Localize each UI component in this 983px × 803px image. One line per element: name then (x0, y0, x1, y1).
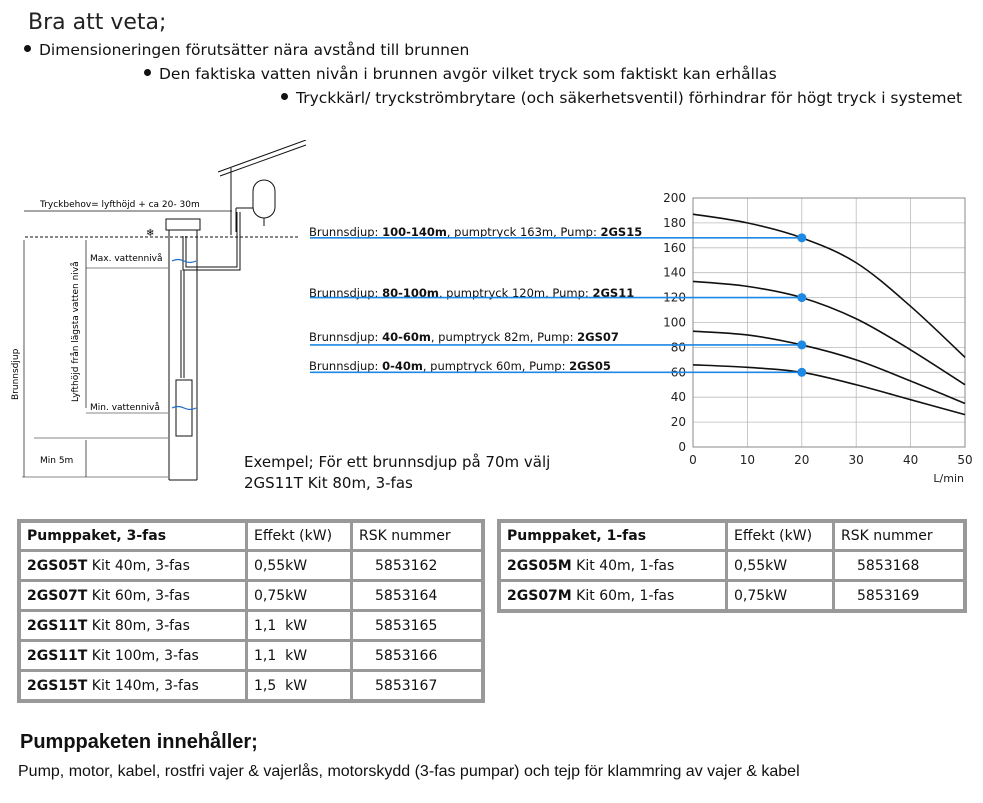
chart-label-2gs11: Brunnsdjup: 80-100m, pumptryck 120m, Pump: 2GS11 (309, 286, 635, 300)
operating-point-marker (797, 233, 806, 242)
chart-label-2gs15: Brunnsdjup: 100-140m, pumptryck 163m, Pump: 2GS15 (309, 225, 643, 239)
y-tick-label: 140 (663, 265, 686, 280)
max-water-wave-icon (172, 260, 196, 263)
header-effekt: Effekt (kW) (727, 521, 834, 551)
bullet-item: Dimensioneringen förutsätter nära avstånd till brunnen (24, 41, 469, 59)
table-header-row (499, 521, 965, 551)
table-row: 2GS05M Kit 40m, 1-fas 0,55kW 5853168 (499, 551, 965, 581)
chart-label-2gs05: Brunnsdjup: 0-40m, pumptryck 60m, Pump: 2GS05 (309, 359, 611, 373)
bullet-item: Den faktiska vatten nivån i brunnen avgör vilket tryck som faktiskt kan erhållas (144, 65, 777, 83)
min-level-label: Min. vattennivå (90, 403, 160, 413)
chart-label-2gs07: Brunnsdjup: 40-60m, pumptryck 82m, Pump: 2GS07 (309, 330, 619, 344)
example-line-1: Exempel; För ett brunnsdjup på 70m välj (244, 453, 551, 471)
table-row: 2GS15T Kit 140m, 3-fas 1,5 kW 5853167 (19, 671, 483, 702)
header-package: Pumppaket, 3-fas (27, 528, 167, 544)
lift-height-label: Lyfthöjd från lägsta vatten nivå (71, 261, 81, 402)
table-1fas (497, 519, 967, 613)
y-tick-label: 100 (663, 315, 686, 330)
header-package: Pumppaket, 1-fas (507, 528, 647, 544)
well-depth-label: Brunnsdjup (11, 348, 21, 400)
table-row: 2GS05T Kit 40m, 3-fas 0,55kW 5853162 (19, 551, 483, 581)
operating-point-marker (797, 340, 806, 349)
x-tick-label: 0 (689, 453, 697, 467)
contents-title: Pumppaketen innehåller; (20, 731, 258, 753)
bullet-item: Tryckkärl/ tryckströmbrytare (och säkerhetsventil) förhindrar för högt tryck i systemet (281, 89, 962, 107)
x-axis-label: L/min (933, 472, 964, 485)
tryckbehov-label: Tryckbehov= lyfthöjd + ca 20- 30m (40, 200, 200, 210)
header-rsk: RSK nummer (352, 521, 484, 551)
y-tick-label: 120 (663, 290, 686, 305)
page-title: Bra att veta; (28, 10, 167, 35)
y-tick-label: 20 (670, 415, 686, 430)
x-tick-label: 20 (794, 453, 810, 467)
y-tick-label: 60 (670, 365, 686, 380)
max-level-label: Max. vattennivå (90, 254, 163, 264)
x-tick-label: 40 (902, 453, 919, 467)
pressure-tank-icon (236, 180, 275, 232)
header-effekt: Effekt (kW) (247, 521, 352, 551)
table-row: 2GS11T Kit 80m, 3-fas 1,1 kW 5853165 (19, 611, 483, 641)
table-header-row (19, 521, 483, 551)
bullet-dot-icon (144, 69, 151, 76)
contents-text: Pump, motor, kabel, rostfri vajer & vajerlås, motorskydd (3-fas pumpar) och tejp för klammring av vajer & kabel (18, 763, 800, 780)
y-tick-label: 0 (678, 440, 686, 454)
pump-curve-line (693, 214, 965, 357)
x-tick-label: 50 (957, 453, 973, 467)
header-rsk: RSK nummer (834, 521, 966, 551)
x-tick-label: 30 (848, 453, 864, 467)
y-tick-label: 180 (663, 215, 686, 230)
y-tick-label: 40 (670, 390, 686, 405)
table-row: 2GS11T Kit 100m, 3-fas 1,1 kW 5853166 (19, 641, 483, 671)
well-diagram (0, 140, 310, 490)
table-row: 2GS07T Kit 60m, 3-fas 0,75kW 5853164 (19, 581, 483, 611)
operating-point-marker (797, 368, 806, 377)
y-tick-label: 200 (663, 191, 686, 205)
plant-icon: ❄ (146, 228, 155, 239)
y-tick-label: 80 (670, 340, 686, 355)
x-tick-label: 10 (739, 453, 756, 467)
min-5m-label: Min 5m (40, 456, 74, 466)
pump-curve-chart (300, 185, 983, 490)
example-line-2: 2GS11T Kit 80m, 3-fas (244, 474, 413, 492)
table-row: 2GS07M Kit 60m, 1-fas 0,75kW 5853169 (499, 581, 965, 612)
table-3fas (17, 519, 485, 703)
bullet-dot-icon (281, 93, 288, 100)
y-tick-label: 160 (663, 240, 686, 255)
bullet-dot-icon (24, 45, 31, 52)
operating-point-marker (797, 293, 806, 302)
